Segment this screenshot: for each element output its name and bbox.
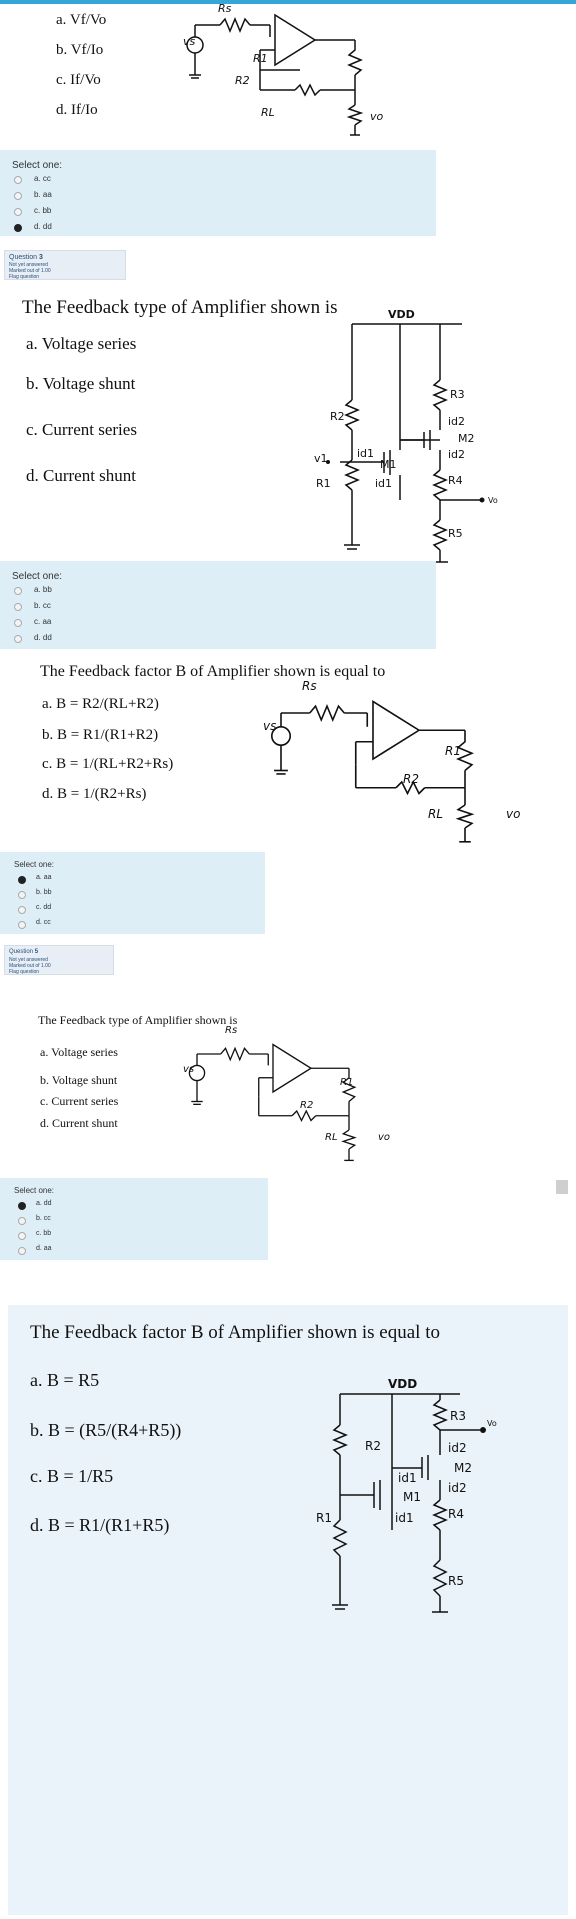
label-vdd: VDD: [388, 308, 415, 321]
option-d-text: d. Current shunt: [40, 1116, 118, 1130]
select-one-label: Select one:: [12, 571, 63, 582]
label-id2-bottom: id2: [448, 1481, 467, 1495]
label-r3: R3: [450, 1409, 466, 1423]
label-vo: Vo: [488, 496, 498, 505]
label-m1: M1: [403, 1490, 421, 1504]
flag-question-link[interactable]: Flag question: [9, 969, 40, 975]
label-vdd: VDD: [388, 1377, 418, 1391]
choice-b-label: b. bb: [36, 889, 52, 896]
option-a-text: a. B = R2/(RL+R2): [42, 696, 159, 712]
option-c-text: c. B = 1/(RL+R2+Rs): [42, 756, 174, 772]
option-b-text: b. Voltage shunt: [26, 374, 136, 393]
option-b-text: b. Vf/Io: [56, 42, 104, 58]
option-c-text: c. Current series: [26, 420, 137, 439]
option-a-text: a. B = R5: [30, 1370, 100, 1390]
label-r1: R1: [253, 52, 268, 65]
label-vo: vo: [506, 807, 521, 821]
choice-b-label: b. aa: [34, 190, 52, 199]
question-marks: Marked out of 1.00: [9, 268, 51, 274]
option-a-text: a. Voltage series: [26, 334, 137, 353]
label-r1: R1: [316, 477, 331, 490]
question-number: Question 3: [9, 254, 43, 261]
select-one-label: Select one:: [14, 1186, 55, 1195]
choice-d-label: d. aa: [36, 1245, 52, 1252]
label-id1-top: id1: [357, 447, 375, 460]
question-status: Not yet answered: [9, 957, 48, 963]
label-id1-top: id1: [398, 1471, 417, 1485]
label-m2: M2: [454, 1461, 472, 1475]
label-v1: v1: [314, 452, 328, 465]
choice-a-label: a. cc: [34, 174, 51, 183]
choice-c-label: c. dd: [36, 904, 52, 911]
label-vs: vs: [263, 719, 277, 733]
select-one-label: Select one:: [12, 160, 63, 171]
label-id1-bottom: id1: [395, 1511, 414, 1525]
option-b-text: b. B = (R5/(R4+R5)): [30, 1420, 182, 1440]
label-id1-bottom: id1: [375, 477, 393, 490]
question-status: Not yet answered: [9, 262, 48, 268]
option-c-text: c. If/Vo: [56, 72, 101, 88]
choice-a-label: a. dd: [36, 1200, 52, 1207]
label-vs: vs: [183, 1064, 195, 1075]
label-rs: Rs: [218, 2, 232, 15]
label-r2: R2: [235, 74, 250, 87]
question-marks: Marked out of 1.00: [9, 963, 51, 969]
question-5-title: The Feedback factor B of Amplifier shown is equal to: [30, 1322, 440, 1343]
option-a-text: a. Voltage series: [40, 1045, 118, 1059]
label-r1: R1: [316, 1511, 332, 1525]
label-vo: vo: [378, 1132, 391, 1143]
label-r2: R2: [300, 1100, 314, 1111]
option-d-text: d. B = R1/(R1+R5): [30, 1515, 170, 1535]
option-b-text: b. B = R1/(R1+R2): [42, 727, 159, 743]
option-b-text: b. Voltage shunt: [40, 1073, 118, 1087]
choice-b-label: b. cc: [36, 1215, 51, 1222]
label-id2-bottom: id2: [448, 448, 466, 461]
label-r2: R2: [403, 772, 419, 786]
label-r5: R5: [448, 527, 463, 540]
choice-d-label: d. dd: [34, 222, 52, 231]
label-r1: R1: [445, 744, 461, 758]
label-r2: R2: [365, 1439, 381, 1453]
label-m1: M1: [380, 458, 397, 471]
question-number: Question 5: [9, 949, 39, 955]
option-d-text: d. B = 1/(R2+Rs): [42, 786, 147, 802]
option-c-text: c. B = 1/R5: [30, 1466, 114, 1486]
choice-b-label: b. cc: [34, 601, 51, 610]
question-3-title: The Feedback factor B of Amplifier shown is equal to: [40, 663, 386, 680]
label-r1: R1: [340, 1077, 354, 1088]
label-rl: RL: [261, 106, 275, 119]
select-one-label: Select one:: [14, 860, 55, 869]
choice-c-label: c. bb: [36, 1230, 52, 1237]
choice-c-label: c. bb: [34, 206, 52, 215]
label-r3: R3: [450, 388, 465, 401]
label-vo: Vo: [487, 1419, 497, 1428]
option-d-text: d. Current shunt: [26, 466, 137, 485]
choice-a-label: a. bb: [34, 585, 52, 594]
choice-d-label: d. dd: [34, 633, 52, 642]
flag-question-link[interactable]: Flag question: [9, 274, 40, 280]
choice-c-label: c. aa: [34, 617, 52, 626]
label-vo: vo: [370, 110, 384, 123]
label-r4: R4: [448, 1507, 464, 1521]
option-d-text: d. If/Io: [56, 102, 98, 118]
choice-a-label: a. aa: [36, 874, 52, 881]
question-2-title: The Feedback type of Amplifier shown is: [22, 297, 338, 318]
option-a-text: a. Vf/Vo: [56, 12, 107, 28]
label-rs: Rs: [225, 1025, 238, 1036]
label-rl: RL: [428, 807, 444, 821]
label-m2: M2: [458, 432, 475, 445]
choice-d-label: d. cc: [36, 919, 51, 926]
label-rs: Rs: [302, 679, 317, 693]
option-c-text: c. Current series: [40, 1094, 119, 1108]
label-r2: R2: [330, 410, 345, 423]
question-4-title: The Feedback type of Amplifier shown is: [38, 1013, 238, 1027]
label-r5: R5: [448, 1574, 464, 1588]
label-vs: vs: [183, 35, 196, 48]
label-id2-top: id2: [448, 415, 466, 428]
label-rl: RL: [325, 1132, 338, 1143]
label-r4: R4: [448, 474, 463, 487]
label-id2-top: id2: [448, 1441, 467, 1455]
